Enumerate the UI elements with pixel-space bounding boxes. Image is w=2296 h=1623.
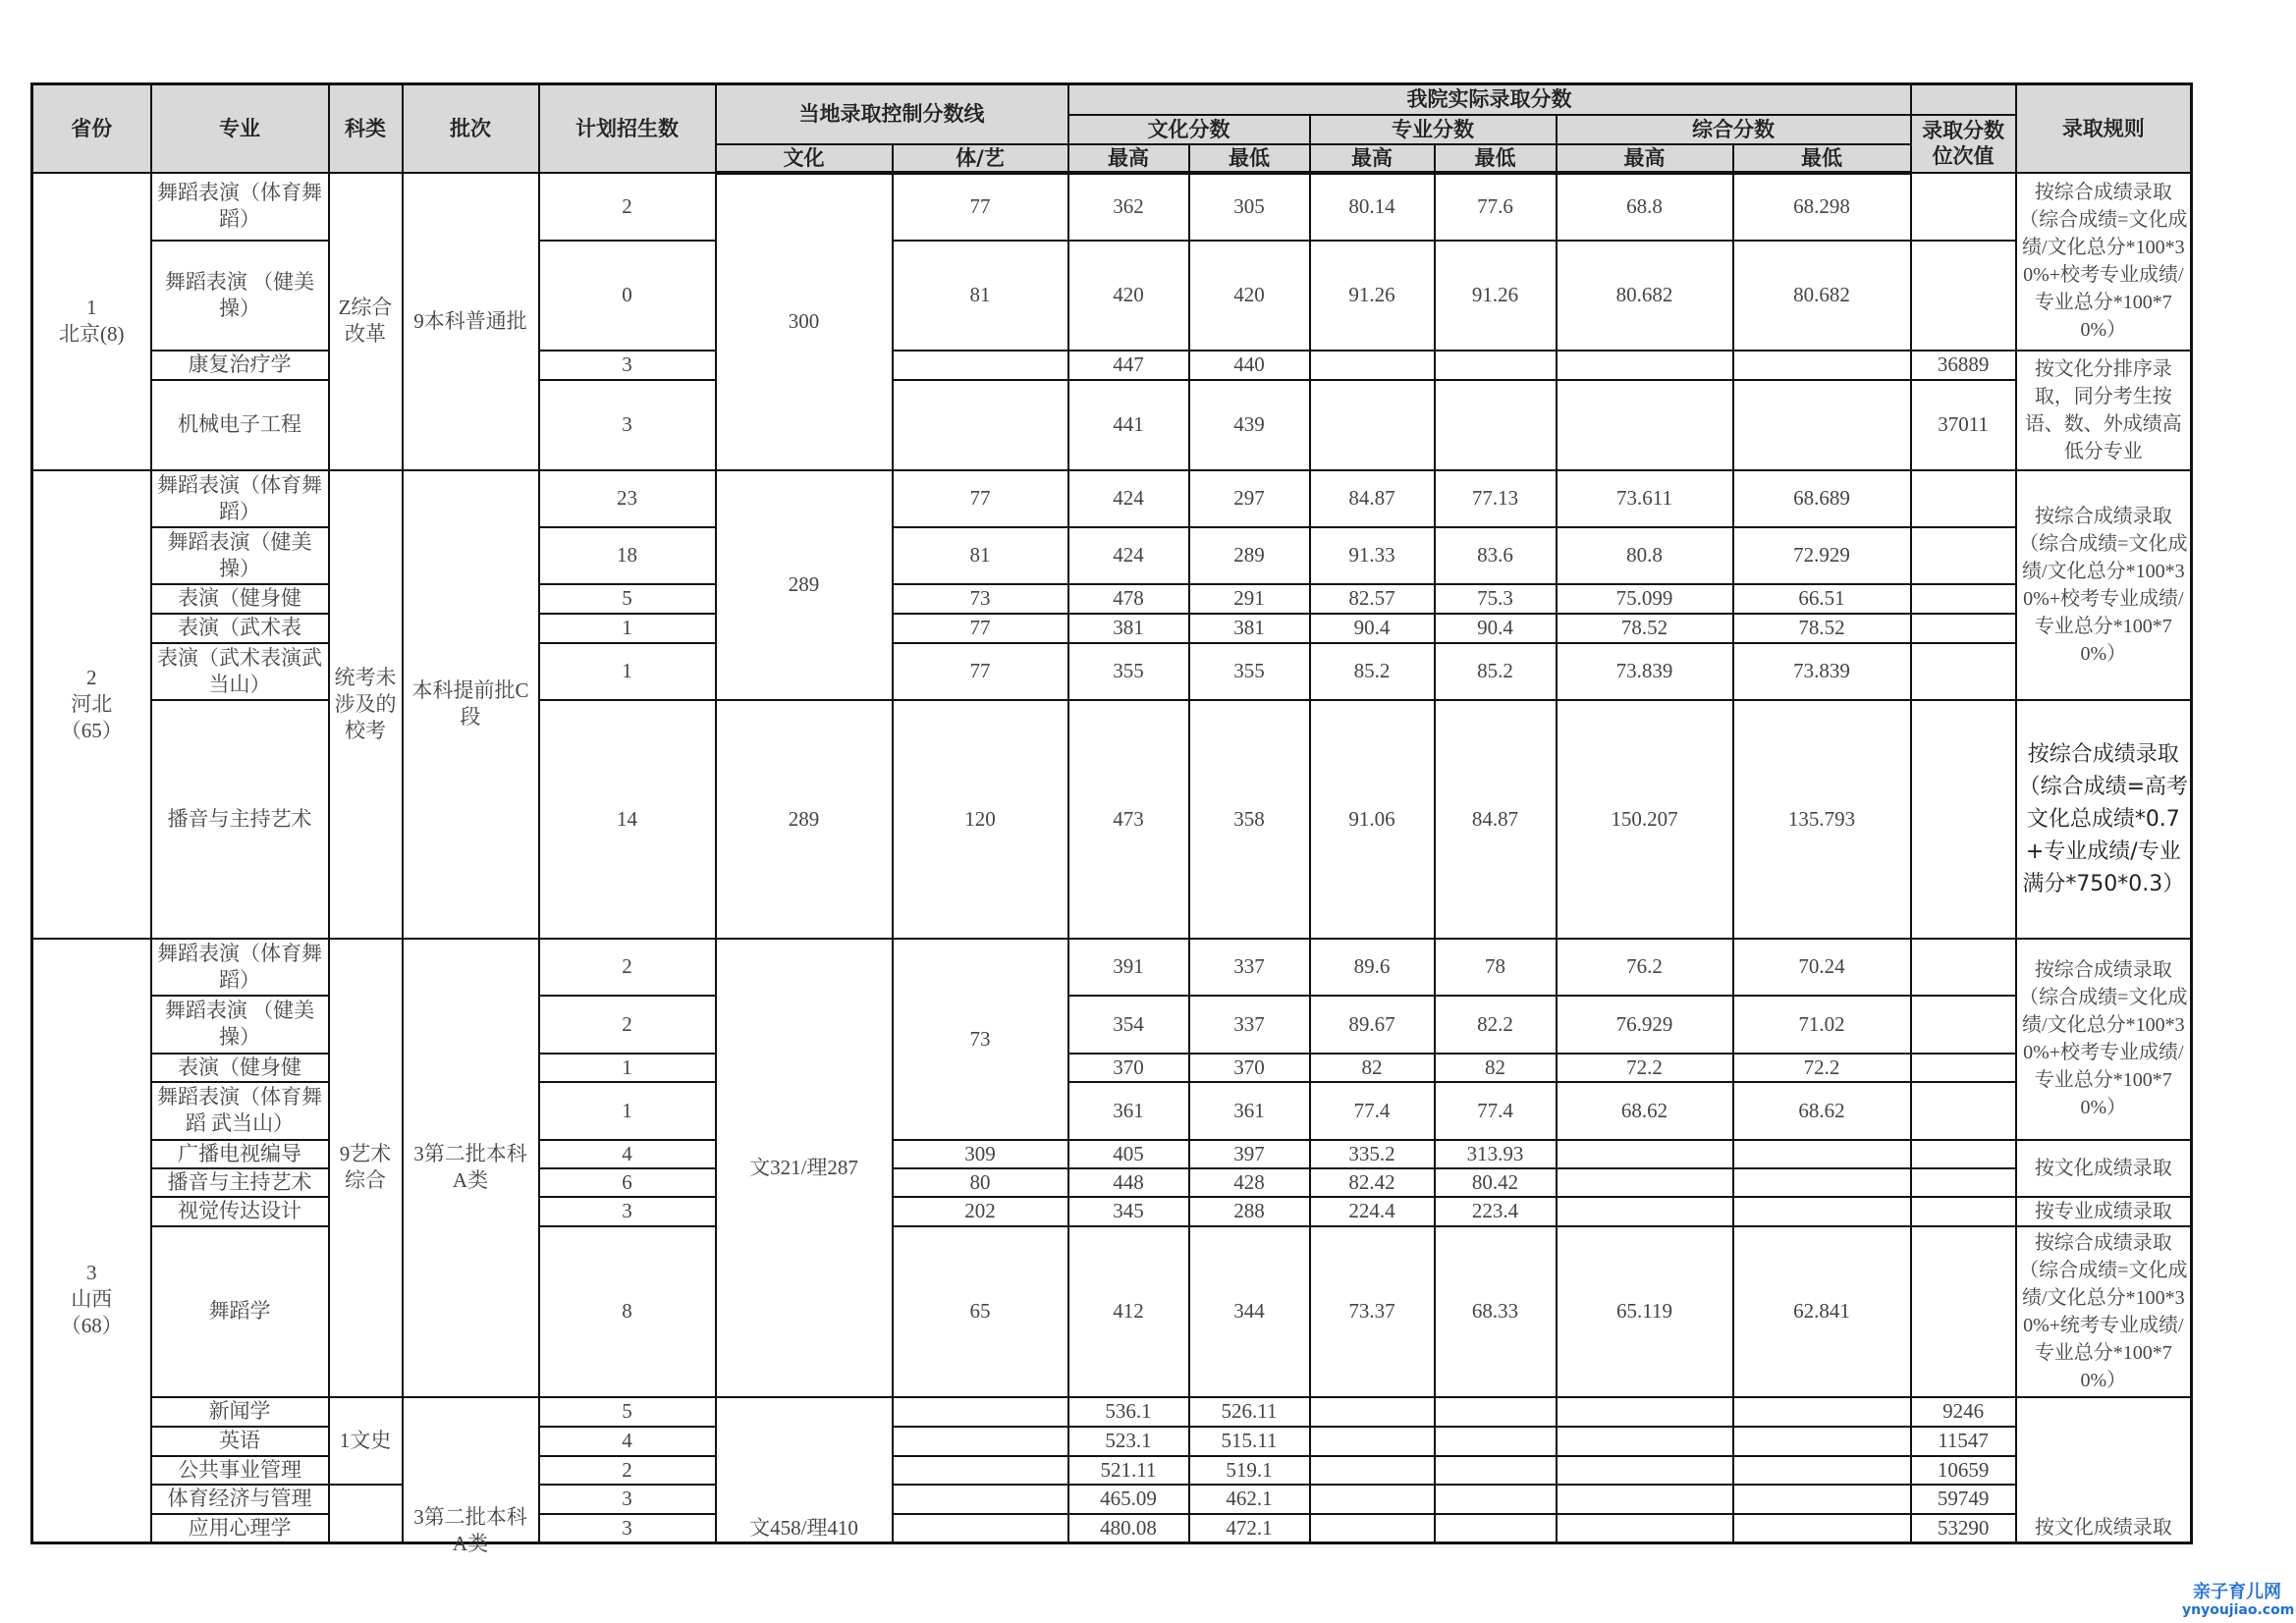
major-max-cell: 85.2: [1310, 643, 1435, 700]
major-max-cell: 82.42: [1310, 1168, 1435, 1197]
table-row: [32, 1397, 2192, 1427]
local-culture-line-cell: 289: [716, 700, 893, 939]
composite-max-cell: 72.2: [1557, 1054, 1733, 1082]
plan-count-cell: 4: [539, 1140, 716, 1168]
major-min-cell: 85.2: [1435, 643, 1557, 700]
composite-max-cell: [1557, 380, 1733, 470]
composite-max-cell: 76.929: [1557, 996, 1733, 1054]
composite-min-cell: [1733, 1140, 1911, 1168]
table-row: [32, 173, 2192, 241]
plan-count-cell: 1: [539, 1082, 716, 1140]
art-line-cell: [893, 1397, 1068, 1427]
composite-max-cell: 73.611: [1557, 470, 1733, 527]
culture-min-cell: 397: [1189, 1140, 1310, 1168]
admission-rule-cell: 按专业成绩录取: [2016, 1197, 2192, 1226]
major-max-cell: 82.57: [1310, 584, 1435, 614]
composite-max-cell: 73.839: [1557, 643, 1733, 700]
admission-rule-cell: 按综合成绩录取（综合成绩=文化成绩/文化总分*100*30%+校考专业成绩/专业总分*100*70%）: [2016, 173, 2192, 351]
major-cell: 舞蹈表演（体育舞蹈）: [151, 173, 329, 241]
watermark-name: 亲子育儿网: [2193, 1582, 2281, 1602]
plan-count-cell: 2: [539, 1456, 716, 1485]
major-max-cell: [1310, 351, 1435, 380]
admission-rule-cell: 按文化成绩录取: [2016, 1397, 2192, 1543]
rank-cell: 11547: [1911, 1427, 2016, 1456]
major-max-cell: [1310, 1456, 1435, 1485]
category-cell: Z综合改革: [329, 173, 403, 470]
header-local-line: 当地录取控制分数线: [716, 84, 1068, 144]
plan-count-cell: 0: [539, 241, 716, 351]
local-culture-line-cell: 300: [716, 173, 893, 470]
culture-max-cell: 354: [1068, 996, 1189, 1054]
header-province: 省份: [32, 84, 151, 173]
culture-max-cell: 370: [1068, 1054, 1189, 1082]
composite-max-cell: 76.2: [1557, 939, 1733, 996]
culture-min-cell: 439: [1189, 380, 1310, 470]
rank-cell: 36889: [1911, 351, 2016, 380]
plan-count-cell: 3: [539, 380, 716, 470]
major-min-cell: [1435, 1397, 1557, 1427]
culture-max-cell: 362: [1068, 173, 1189, 241]
local-culture-line-cell: 289: [716, 470, 893, 700]
batch-cell-text: 3第二批本科A类: [413, 1504, 527, 1555]
province-cell: 3 山西 （68）: [32, 939, 151, 1543]
composite-min-cell: [1733, 1485, 1911, 1514]
header-category: 科类: [329, 84, 403, 173]
major-max-cell: 89.67: [1310, 996, 1435, 1054]
major-cell: 舞蹈表演（体育舞蹈）: [151, 939, 329, 996]
header-plan: 计划招生数: [539, 84, 716, 173]
rank-cell: 9246: [1911, 1397, 2016, 1427]
plan-count-cell: 2: [539, 996, 716, 1054]
composite-max-cell: 65.119: [1557, 1226, 1733, 1397]
header-local-art: 体/艺: [893, 144, 1068, 173]
major-cell: 英语: [151, 1427, 329, 1456]
culture-min-cell: 288: [1189, 1197, 1310, 1226]
plan-count-cell: 8: [539, 1226, 716, 1397]
major-min-cell: 83.6: [1435, 527, 1557, 584]
major-cell: 表演（健身健: [151, 1054, 329, 1082]
province-cell: 2 河北 （65）: [32, 470, 151, 939]
rank-cell: [1911, 470, 2016, 527]
major-max-cell: [1310, 380, 1435, 470]
plan-count-cell: 23: [539, 470, 716, 527]
major-max-cell: 91.06: [1310, 700, 1435, 939]
art-line-cell: [893, 1456, 1068, 1485]
composite-min-cell: 73.839: [1733, 643, 1911, 700]
batch-cell: 3第二批本科A类: [403, 939, 539, 1397]
culture-min-cell: 370: [1189, 1054, 1310, 1082]
culture-max-cell: 345: [1068, 1197, 1189, 1226]
composite-min-cell: [1733, 1456, 1911, 1485]
table-row: [32, 470, 2192, 527]
major-min-cell: 77.4: [1435, 1082, 1557, 1140]
category-cell: [329, 1485, 403, 1543]
major-max-cell: [1310, 1427, 1435, 1456]
header-composite-score: 综合分数: [1557, 115, 1911, 144]
composite-min-cell: [1733, 380, 1911, 470]
composite-min-cell: [1733, 351, 1911, 380]
major-cell: 应用心理学: [151, 1514, 329, 1543]
major-max-cell: [1310, 1485, 1435, 1514]
composite-max-cell: 68.62: [1557, 1082, 1733, 1140]
composite-max-cell: 68.8: [1557, 173, 1733, 241]
admission-scores-table: [30, 82, 2193, 1555]
culture-max-cell: 412: [1068, 1226, 1189, 1397]
composite-max-cell: [1557, 1427, 1733, 1456]
art-line-cell: 77: [893, 614, 1068, 643]
culture-min-cell: 428: [1189, 1168, 1310, 1197]
culture-max-cell: 361: [1068, 1082, 1189, 1140]
major-max-cell: 73.37: [1310, 1226, 1435, 1397]
local-culture-line-cell: 文458/理410: [716, 1397, 893, 1543]
major-max-cell: 77.4: [1310, 1082, 1435, 1140]
major-cell: 表演（武术表: [151, 614, 329, 643]
admission-rule-cell: 按综合成绩录取（综合成绩=文化成绩/文化总分*100*30%+校考专业成绩/专业总分*100*70%）: [2016, 939, 2192, 1140]
rank-cell: [1911, 939, 2016, 996]
major-cell: 播音与主持艺术: [151, 1168, 329, 1197]
composite-max-cell: [1557, 1140, 1733, 1168]
major-cell: 体育经济与管理: [151, 1485, 329, 1514]
category-cell: 统考未涉及的校考: [329, 470, 403, 939]
batch-cell: 9本科普通批: [403, 173, 539, 470]
rank-cell: [1911, 1197, 2016, 1226]
art-line-cell: 81: [893, 527, 1068, 584]
composite-min-cell: 78.52: [1733, 614, 1911, 643]
rank-cell: [1911, 527, 2016, 584]
category-cell: 9艺术综合: [329, 939, 403, 1397]
art-line-cell: [893, 380, 1068, 470]
header-rule: 录取规则: [2016, 84, 2192, 173]
art-line-cell: [893, 1514, 1068, 1543]
plan-count-cell: 6: [539, 1168, 716, 1197]
plan-count-cell: 18: [539, 527, 716, 584]
major-min-cell: [1435, 380, 1557, 470]
rank-cell: [1911, 614, 2016, 643]
major-min-cell: 313.93: [1435, 1140, 1557, 1168]
composite-max-cell: [1557, 1514, 1733, 1543]
composite-min-cell: 62.841: [1733, 1226, 1911, 1397]
header-major-score: 专业分数: [1310, 115, 1557, 144]
watermark-url: ynyoujiao.com: [2182, 1602, 2295, 1618]
plan-count-cell: 1: [539, 1054, 716, 1082]
major-cell: 舞蹈表演 （健美操）: [151, 996, 329, 1054]
art-line-cell: 73: [893, 584, 1068, 614]
culture-max-cell: 523.1: [1068, 1427, 1189, 1456]
header-actual: 我院实际录取分数: [1068, 84, 1911, 115]
plan-count-cell: 1: [539, 614, 716, 643]
plan-count-cell: 5: [539, 584, 716, 614]
major-min-cell: [1435, 1514, 1557, 1543]
table-body: [32, 173, 2192, 1555]
major-max-cell: 91.33: [1310, 527, 1435, 584]
plan-count-cell: 4: [539, 1427, 716, 1456]
major-min-cell: 82.2: [1435, 996, 1557, 1054]
culture-min-cell: 297: [1189, 470, 1310, 527]
culture-max-cell: 405: [1068, 1140, 1189, 1168]
culture-max-cell: 391: [1068, 939, 1189, 996]
header-composite-max: 最高: [1557, 144, 1733, 173]
composite-min-cell: 68.298: [1733, 173, 1911, 241]
plan-count-cell: 14: [539, 700, 716, 939]
plan-count-cell: 1: [539, 643, 716, 700]
rank-cell: [1911, 643, 2016, 700]
rank-cell: [1911, 996, 2016, 1054]
culture-min-cell: 472.1: [1189, 1514, 1310, 1543]
major-cell: 播音与主持艺术: [151, 700, 329, 939]
composite-max-cell: 150.207: [1557, 700, 1733, 939]
culture-min-cell: 337: [1189, 996, 1310, 1054]
composite-min-cell: 72.2: [1733, 1054, 1911, 1082]
rank-cell: [1911, 173, 2016, 241]
major-min-cell: [1435, 1456, 1557, 1485]
plan-count-cell: 2: [539, 939, 716, 996]
header-culture-max: 最高: [1068, 144, 1189, 173]
local-culture-line-cell: 文321/理287: [716, 939, 893, 1397]
composite-min-cell: 68.62: [1733, 1082, 1911, 1140]
major-max-cell: [1310, 1514, 1435, 1543]
major-cell: 舞蹈表演（体育舞蹈）: [151, 470, 329, 527]
art-line-cell: [893, 1427, 1068, 1456]
admission-rule-cell: 按综合成绩录取（综合成绩=高考文化总成绩*0.7+专业成绩/专业满分*750*0.3）: [2016, 700, 2192, 939]
major-min-cell: 75.3: [1435, 584, 1557, 614]
rank-cell: [1911, 700, 2016, 939]
plan-count-cell: 3: [539, 351, 716, 380]
composite-min-cell: 70.24: [1733, 939, 1911, 996]
header-culture-min: 最低: [1189, 144, 1310, 173]
culture-max-cell: 355: [1068, 643, 1189, 700]
culture-max-cell: 424: [1068, 527, 1189, 584]
major-cell: 广播电视编导: [151, 1140, 329, 1168]
major-cell: 机械电子工程: [151, 380, 329, 470]
composite-min-cell: [1733, 1197, 1911, 1226]
header-major-min: 最低: [1435, 144, 1557, 173]
rank-cell: [1911, 1140, 2016, 1168]
major-min-cell: 77.13: [1435, 470, 1557, 527]
culture-min-cell: 344: [1189, 1226, 1310, 1397]
major-cell: 公共事业管理: [151, 1456, 329, 1485]
composite-min-cell: 71.02: [1733, 996, 1911, 1054]
major-max-cell: [1310, 1397, 1435, 1427]
header-composite-min: 最低: [1733, 144, 1911, 173]
major-max-cell: 80.14: [1310, 173, 1435, 241]
art-line-cell: 80: [893, 1168, 1068, 1197]
culture-max-cell: 420: [1068, 241, 1189, 351]
composite-max-cell: 75.099: [1557, 584, 1733, 614]
art-line-cell: 81: [893, 241, 1068, 351]
watermark-logo: [2182, 1582, 2295, 1620]
admission-scores-table-wrapper: [30, 82, 2197, 1555]
major-min-cell: 84.87: [1435, 700, 1557, 939]
culture-max-cell: 480.08: [1068, 1514, 1189, 1543]
culture-max-cell: 381: [1068, 614, 1189, 643]
culture-min-cell: 526.11: [1189, 1397, 1310, 1427]
composite-max-cell: [1557, 1397, 1733, 1427]
culture-min-cell: 289: [1189, 527, 1310, 584]
major-min-cell: 68.33: [1435, 1226, 1557, 1397]
header-blank: [1911, 84, 2016, 115]
composite-max-cell: [1557, 1485, 1733, 1514]
culture-max-cell: 521.11: [1068, 1456, 1189, 1485]
table-row: [32, 939, 2192, 996]
major-min-cell: [1435, 1485, 1557, 1514]
major-max-cell: 84.87: [1310, 470, 1435, 527]
composite-min-cell: [1733, 1427, 1911, 1456]
major-min-cell: 82: [1435, 1054, 1557, 1082]
composite-min-cell: 68.689: [1733, 470, 1911, 527]
culture-max-cell: 441: [1068, 380, 1189, 470]
rank-cell: 59749: [1911, 1485, 2016, 1514]
culture-min-cell: 358: [1189, 700, 1310, 939]
composite-max-cell: [1557, 1456, 1733, 1485]
composite-max-cell: 80.682: [1557, 241, 1733, 351]
rank-cell: 53290: [1911, 1514, 2016, 1543]
major-cell: 舞蹈表演（健美操）: [151, 527, 329, 584]
major-max-cell: 89.6: [1310, 939, 1435, 996]
admission-rule-cell: 按文化分排序录取，同分考生按语、数、外成绩高低分专业: [2016, 351, 2192, 470]
composite-min-cell: 135.793: [1733, 700, 1911, 939]
category-cell: 1文史: [329, 1397, 403, 1485]
batch-cell: 本科提前批C段: [403, 470, 539, 939]
culture-min-cell: 381: [1189, 614, 1310, 643]
major-min-cell: 77.6: [1435, 173, 1557, 241]
culture-max-cell: 448: [1068, 1168, 1189, 1197]
major-min-cell: 80.42: [1435, 1168, 1557, 1197]
major-max-cell: 224.4: [1310, 1197, 1435, 1226]
art-line-cell: 77: [893, 643, 1068, 700]
major-max-cell: 82: [1310, 1054, 1435, 1082]
art-line-cell: 65: [893, 1226, 1068, 1397]
culture-min-cell: 515.11: [1189, 1427, 1310, 1456]
rank-cell: [1911, 1168, 2016, 1197]
culture-min-cell: 440: [1189, 351, 1310, 380]
header-rank: 录取分数位次值: [1911, 115, 2016, 173]
admission-rule-cell: 按文化成绩录取: [2016, 1140, 2192, 1197]
header-major: 专业: [151, 84, 329, 173]
rank-cell: [1911, 584, 2016, 614]
culture-min-cell: 305: [1189, 173, 1310, 241]
art-line-cell: [893, 1485, 1068, 1514]
culture-max-cell: 536.1: [1068, 1397, 1189, 1427]
major-cell: 表演（武术表演武当山）: [151, 643, 329, 700]
major-max-cell: 335.2: [1310, 1140, 1435, 1168]
header-batch: 批次: [403, 84, 539, 173]
major-min-cell: 78: [1435, 939, 1557, 996]
table-header: [32, 84, 2192, 173]
rank-cell: [1911, 1082, 2016, 1140]
major-cell: 康复治疗学: [151, 351, 329, 380]
table-row: [32, 1485, 2192, 1514]
header-culture-score: 文化分数: [1068, 115, 1310, 144]
art-line-cell: 77: [893, 173, 1068, 241]
composite-min-cell: [1733, 1514, 1911, 1543]
culture-min-cell: 361: [1189, 1082, 1310, 1140]
culture-max-cell: 424: [1068, 470, 1189, 527]
composite-min-cell: 66.51: [1733, 584, 1911, 614]
culture-min-cell: 462.1: [1189, 1485, 1310, 1514]
major-cell: 舞蹈学: [151, 1226, 329, 1397]
rank-cell: [1911, 241, 2016, 351]
header-local-culture: 文化: [716, 144, 893, 173]
art-line-cell: 202: [893, 1197, 1068, 1226]
plan-count-cell: 2: [539, 173, 716, 241]
major-cell: 视觉传达设计: [151, 1197, 329, 1226]
composite-max-cell: [1557, 1197, 1733, 1226]
rank-cell: 37011: [1911, 380, 2016, 470]
major-min-cell: 223.4: [1435, 1197, 1557, 1226]
culture-min-cell: 337: [1189, 939, 1310, 996]
art-line-cell: 120: [893, 700, 1068, 939]
composite-min-cell: [1733, 1168, 1911, 1197]
major-min-cell: [1435, 1427, 1557, 1456]
major-max-cell: 91.26: [1310, 241, 1435, 351]
culture-min-cell: 291: [1189, 584, 1310, 614]
art-line-cell: [893, 351, 1068, 380]
major-min-cell: [1435, 351, 1557, 380]
admission-rule-cell: 按综合成绩录取（综合成绩=文化成绩/文化总分*100*30%+统考专业成绩/专业总分*100*70%）: [2016, 1226, 2192, 1397]
art-line-cell: 77: [893, 470, 1068, 527]
major-min-cell: 90.4: [1435, 614, 1557, 643]
composite-max-cell: [1557, 351, 1733, 380]
major-max-cell: 90.4: [1310, 614, 1435, 643]
header-major-max: 最高: [1310, 144, 1435, 173]
batch-cell: [403, 1397, 539, 1555]
major-min-cell: 91.26: [1435, 241, 1557, 351]
major-cell: 新闻学: [151, 1397, 329, 1427]
culture-max-cell: 473: [1068, 700, 1189, 939]
plan-count-cell: 3: [539, 1514, 716, 1543]
culture-max-cell: 447: [1068, 351, 1189, 380]
culture-min-cell: 420: [1189, 241, 1310, 351]
plan-count-cell: 3: [539, 1485, 716, 1514]
composite-max-cell: 78.52: [1557, 614, 1733, 643]
composite-max-cell: 80.8: [1557, 527, 1733, 584]
composite-min-cell: 72.929: [1733, 527, 1911, 584]
composite-max-cell: [1557, 1168, 1733, 1197]
plan-count-cell: 3: [539, 1197, 716, 1226]
plan-count-cell: 5: [539, 1397, 716, 1427]
major-cell: 表演（健身健: [151, 584, 329, 614]
rank-cell: [1911, 1226, 2016, 1397]
admission-rule-cell: 按综合成绩录取（综合成绩=文化成绩/文化总分*100*30%+校考专业成绩/专业总分*100*70%）: [2016, 470, 2192, 700]
major-cell: 舞蹈表演（体育舞蹈 武当山）: [151, 1082, 329, 1140]
culture-min-cell: 355: [1189, 643, 1310, 700]
culture-max-cell: 465.09: [1068, 1485, 1189, 1514]
art-line-cell: 73: [893, 939, 1068, 1140]
province-cell: 1 北京(8): [32, 173, 151, 470]
culture-min-cell: 519.1: [1189, 1456, 1310, 1485]
culture-max-cell: 478: [1068, 584, 1189, 614]
composite-min-cell: [1733, 1397, 1911, 1427]
major-cell: 舞蹈表演 （健美操）: [151, 241, 329, 351]
rank-cell: [1911, 1054, 2016, 1082]
composite-min-cell: 80.682: [1733, 241, 1911, 351]
art-line-cell: 309: [893, 1140, 1068, 1168]
rank-cell: 10659: [1911, 1456, 2016, 1485]
